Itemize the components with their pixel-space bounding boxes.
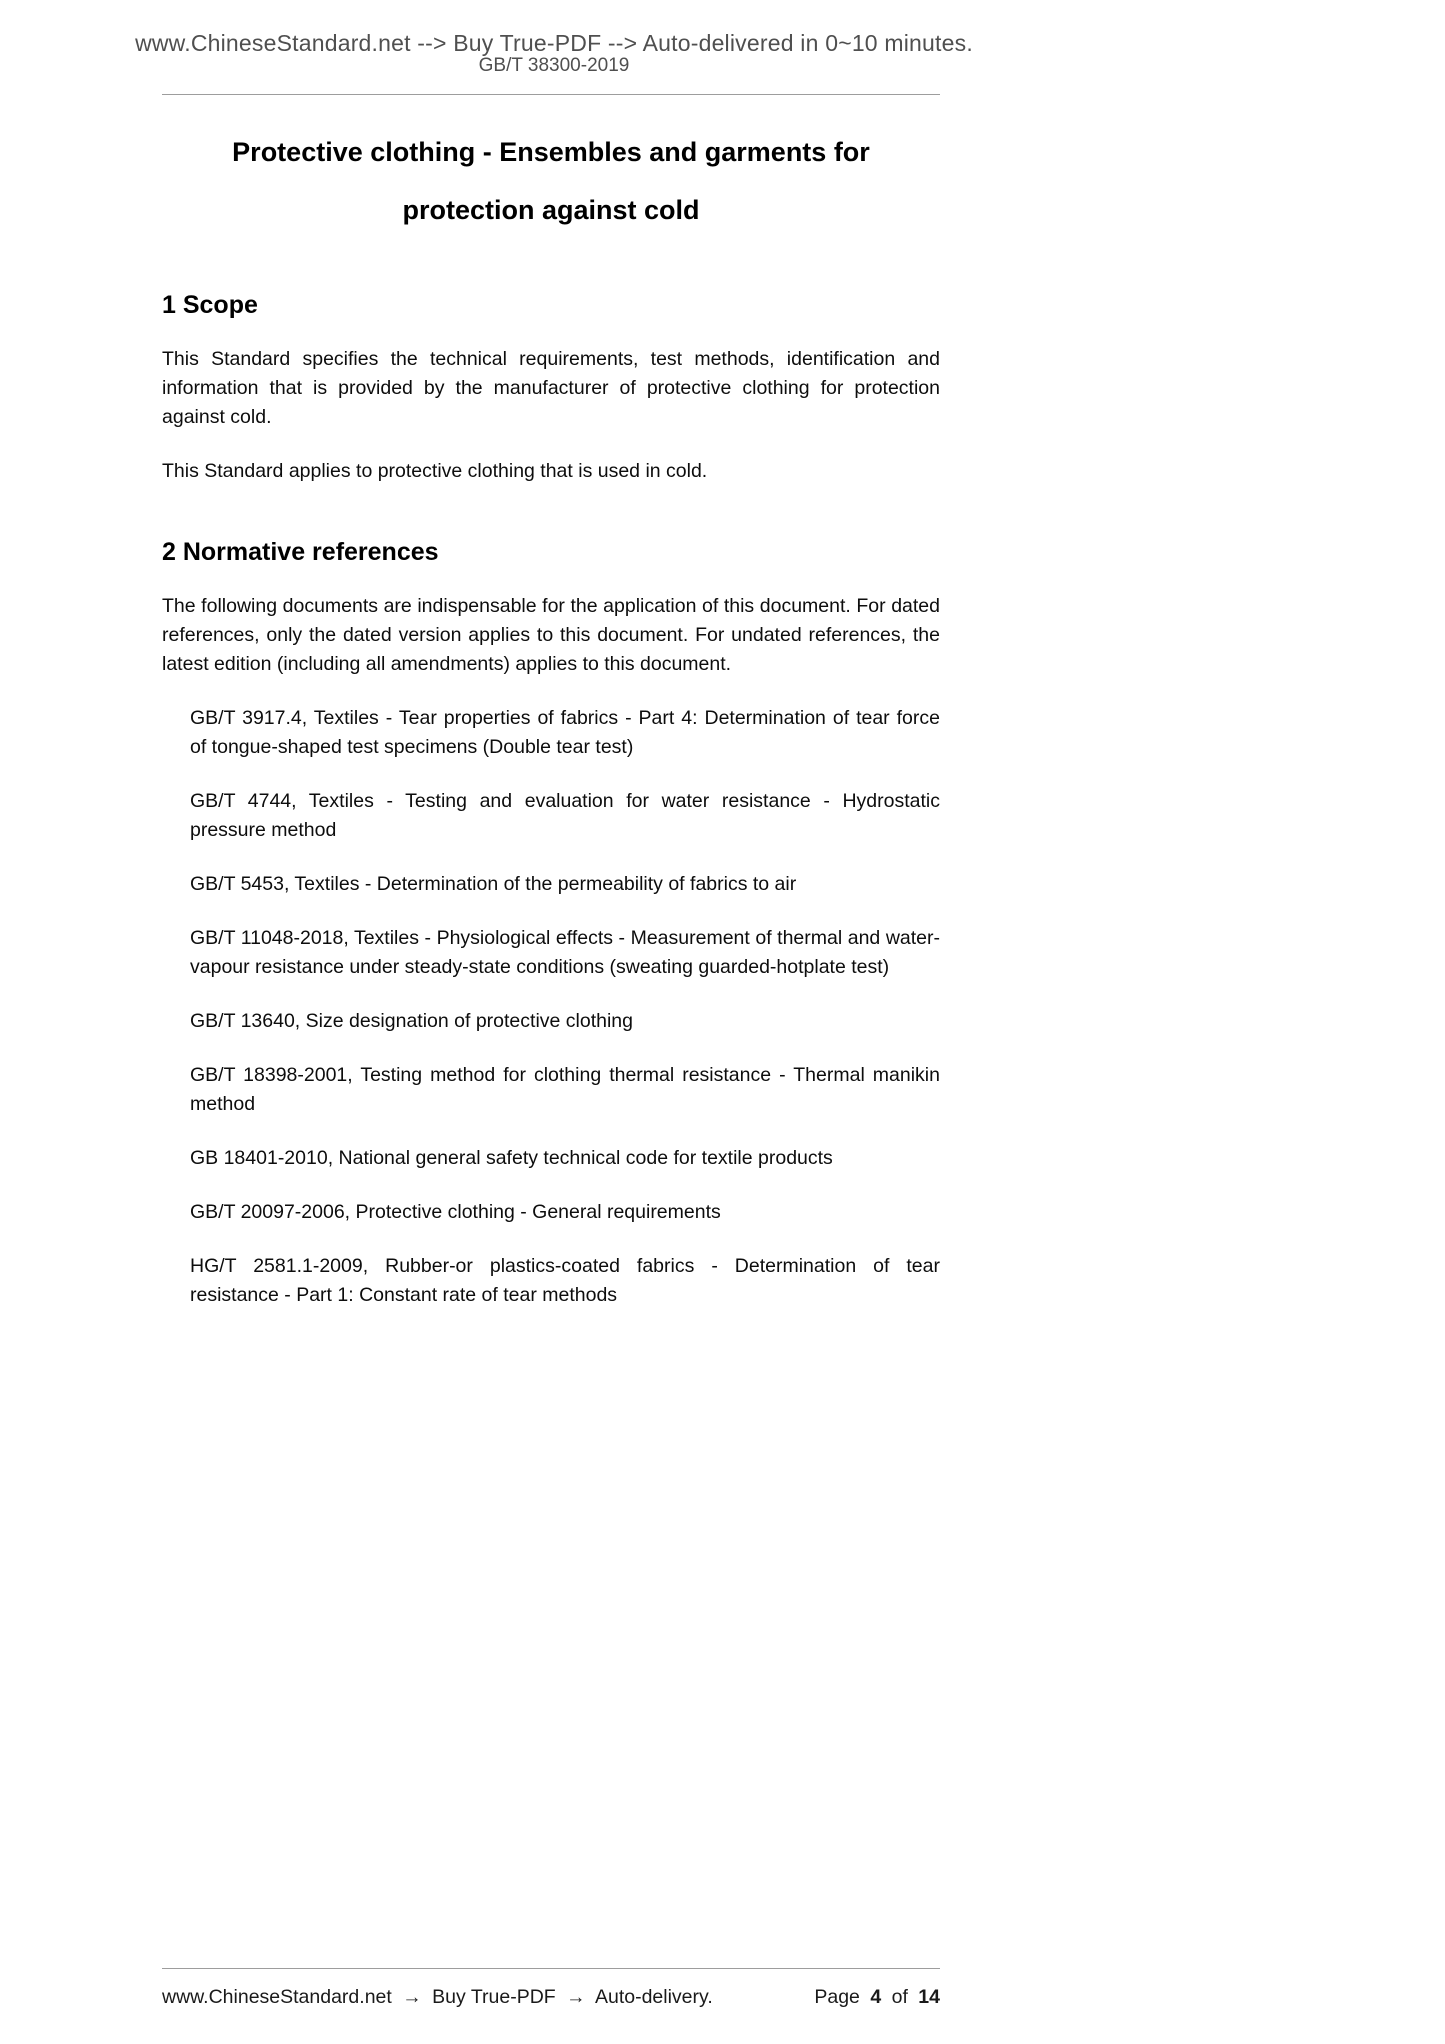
footer-buy-text: Buy True-PDF (432, 1986, 556, 2008)
watermark-text: www.ChineseStandard.net --> Buy True-PDF --> Auto-delivered in 0~10 minutes. (135, 30, 973, 56)
reference-item: GB/T 11048-2018, Textiles - Physiological effects - Measurement of thermal and water-vapour resistance under steady-state conditions (sweating guarded-hotplate test) (190, 927, 940, 978)
footer-delivery-text: Auto-delivery. (594, 1986, 713, 2008)
document-title (162, 123, 940, 239)
section-heading-normative-references: 2 Normative references (162, 538, 439, 566)
normative-intro-paragraph: The following documents are indispensable for the application of this document. For dated references, only the dated version applies to this document. For undated references, the latest edition (including all amendments) applies to this document. (162, 595, 940, 675)
reference-item: GB/T 5453, Textiles - Determination of the permeability of fabrics to air (190, 873, 797, 895)
page-number (809, 1986, 940, 2009)
page-footer (162, 1968, 940, 2009)
reference-item: HG/T 2581.1-2009, Rubber-or plastics-coated fabrics - Determination of tear resistance - Part 1: Constant rate of tear methods (190, 1255, 940, 1306)
footer-divider (162, 1968, 940, 1969)
arrow-right-icon: → (402, 1986, 422, 2008)
reference-item: GB/T 4744, Textiles - Testing and evaluation for water resistance - Hydrostatic pressure method (190, 790, 940, 841)
reference-item: GB/T 3917.4, Textiles - Tear properties of fabrics - Part 4: Determination of tear force of tongue-shaped test specimens (Double tear test) (190, 707, 940, 758)
page-number-of-label: of (891, 1986, 908, 2008)
reference-item: GB/T 18398-2001, Testing method for clothing thermal resistance - Thermal manikin method (190, 1064, 940, 1115)
footer-site-link[interactable]: www.ChineseStandard.net (162, 1986, 392, 2008)
reference-item: GB 18401-2010, National general safety technical code for textile products (190, 1147, 833, 1169)
page-number-current: 4 (870, 1986, 882, 2008)
scope-paragraph-2: This Standard applies to protective clothing that is used in cold. (162, 460, 708, 482)
page-number-label: Page (814, 1986, 860, 2008)
section-heading-scope: 1 Scope (162, 291, 258, 319)
footer-site-line (162, 1986, 718, 2009)
reference-item: GB/T 13640, Size designation of protective clothing (190, 1010, 633, 1032)
page-number-total: 14 (918, 1986, 940, 2008)
document-title-line2: protection against cold (402, 195, 700, 225)
page-header (0, 30, 1108, 77)
document-title-line1: Protective clothing - Ensembles and garments for (232, 137, 870, 167)
document-body (162, 94, 940, 1310)
reference-item: GB/T 20097-2006, Protective clothing - General requirements (190, 1201, 721, 1223)
header-divider (162, 94, 940, 95)
standard-number: GB/T 38300-2019 (478, 55, 630, 76)
arrow-right-icon: → (566, 1986, 586, 2008)
scope-paragraph-1: This Standard specifies the technical requirements, test methods, identification and information that is provided by the manufacturer of protective clothing for protection against cold. (162, 348, 940, 428)
